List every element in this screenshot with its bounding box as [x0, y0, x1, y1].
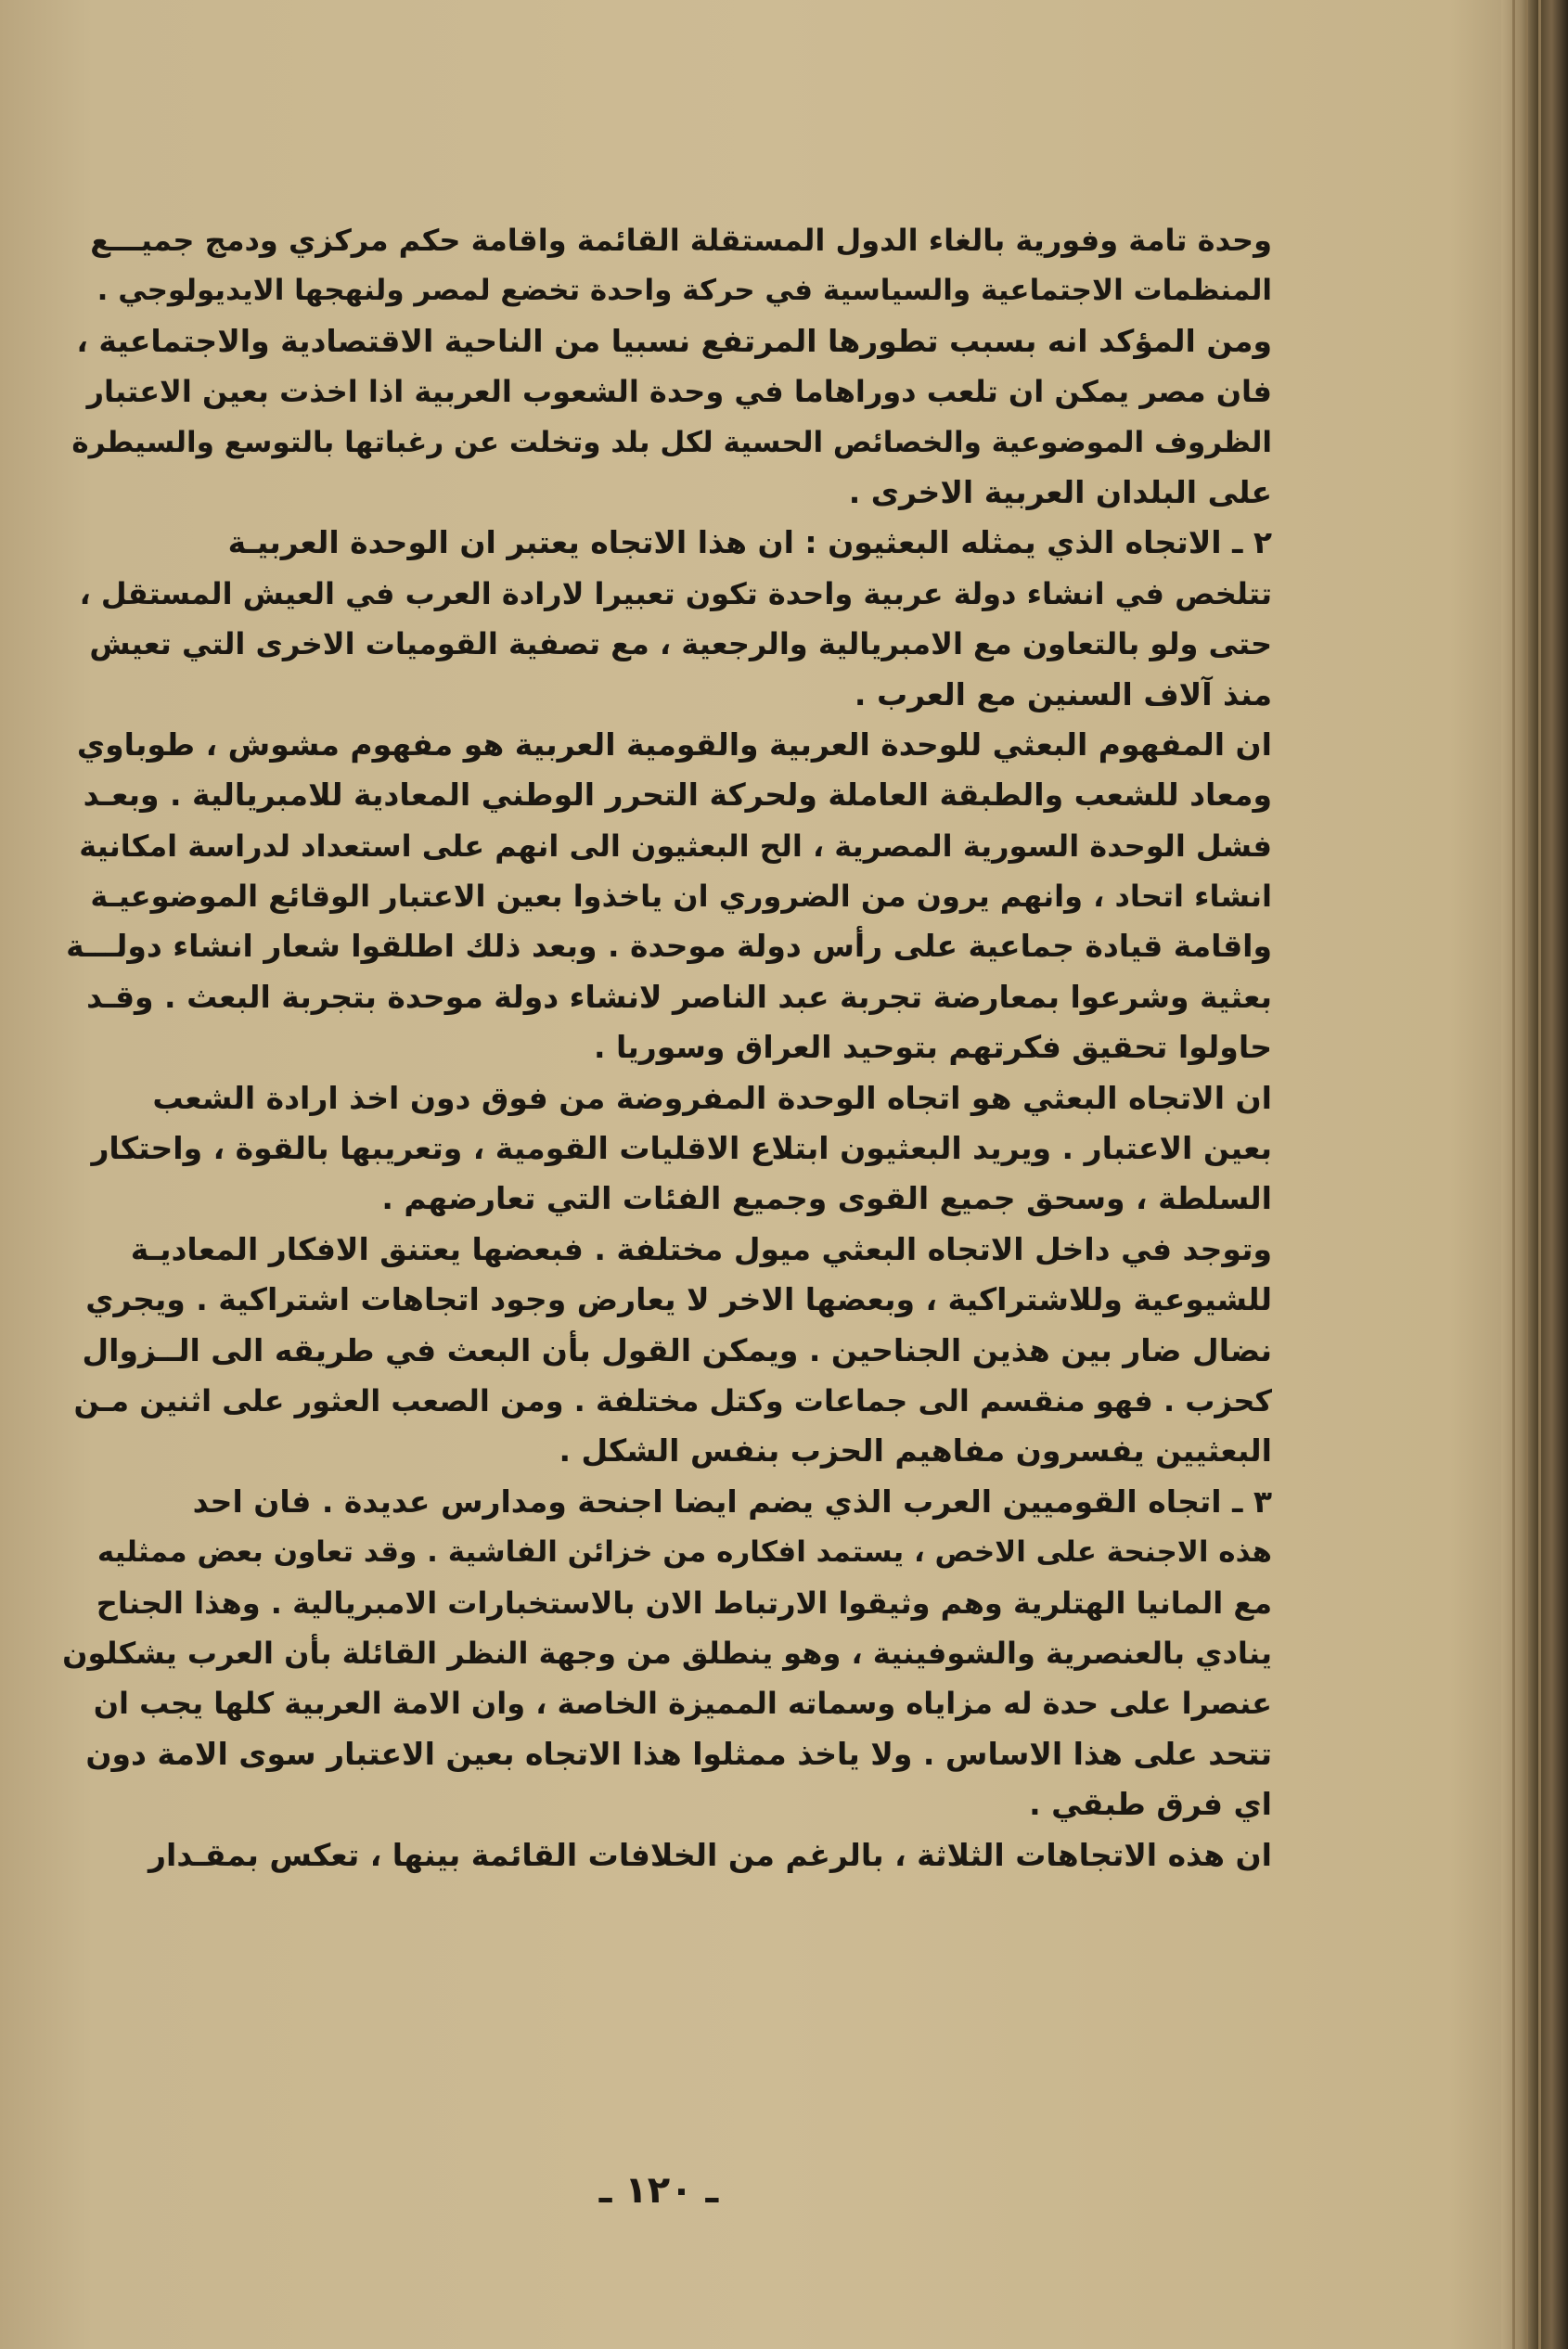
page-number: ـ ١٢٠ ـ: [598, 2169, 719, 2212]
text-line: بعين الاعتبار . ويريد البعثيون ابتلاع الاقليات القومية ، وتعريبها بالقوة ، واحتكار: [91, 1130, 1272, 1167]
text-line: هذه الاجنحة على الاخص ، يستمد افكاره من خزائن الفاشية . وقد تعاون بعض ممثليه: [96, 1535, 1272, 1570]
text-line: البعثيين يفسرون مفاهيم الحزب بنفس الشكل .: [559, 1432, 1272, 1470]
text-line: ان هذه الاتجاهات الثلاثة ، بالرغم من الخلافات القائمة بينها ، تعكس بمقـدار: [148, 1836, 1272, 1873]
text-line: نضال ضار بين هذين الجناحين . ويمكن القول بأن البعث في طريقه الى الــزوال: [82, 1331, 1272, 1368]
text-line: فشل الوحدة السورية المصرية ، الح البعثيون الى انهم على استعداد لدراسة امكانية: [79, 828, 1272, 864]
text-line: تتحد على هذا الاساس . ولا ياخذ ممثلوا هذا الاتجاه بعين الاعتبار سوى الامة دون: [85, 1735, 1272, 1772]
text-line: على البلدان العربية الاخرى .: [848, 473, 1272, 510]
book-spine-edge: [1501, 0, 1568, 2349]
text-line: ومعاد للشعب والطبقة العاملة ولحركة التحرر الوطني المعادية للامبريالية . وبعـد: [83, 777, 1272, 814]
text-line: المنظمات الاجتماعية والسياسية في حركة واحدة تخضع لمصر ولنهجها الايديولوجي .: [96, 274, 1272, 308]
text-line: فان مصر يمكن ان تلعب دوراهاما في وحدة الشعوب العربية اذا اخذت بعين الاعتبار: [86, 374, 1272, 410]
text-line: بعثية وشرعوا بمعارضة تجربة عبد الناصر لانشاء دولة موحدة بتجربة البعث . وقـد: [86, 978, 1272, 1015]
text-line: عنصرا على حدة له مزاياه وسماته المميزة الخاصة ، وان الامة العربية كلها يجب ان: [93, 1686, 1272, 1722]
text-line: انشاء اتحاد ، وانهم يرون من الضروري ان ياخذوا بعين الاعتبار الوقائع الموضوعيـة: [90, 879, 1272, 915]
text-line: الظروف الموضوعية والخصائص الحسية لكل بلد وتخلت عن رغباتها بالتوسع والسيطرة: [71, 425, 1272, 459]
text-line: ٢ ـ الاتجاه الذي يمثله البعثيون : ان هذا الاتجاه يعتبر ان الوحدة العربيـة: [227, 524, 1272, 561]
text-line: اي فرق طبقي .: [1029, 1786, 1272, 1823]
text-line: تتلخص في انشاء دولة عربية واحدة تكون تعبيرا لارادة العرب في العيش المستقل ،: [79, 575, 1272, 611]
text-line: منذ آلاف السنين مع العرب .: [854, 675, 1272, 712]
page-body-text: [61, 215, 1272, 1880]
text-line: للشيوعية وللاشتراكية ، وبعضها الاخر لا يعارض وجود اتجاهات اشتراكية . ويجري: [85, 1281, 1272, 1318]
text-line: ٣ ـ اتجاه القوميين العرب الذي يضم ايضا اجنحة ومدارس عديدة . فان احد: [192, 1483, 1272, 1520]
text-line: حتى ولو بالتعاون مع الامبريالية والرجعية ، مع تصفية القوميات الاخرى التي تعيش: [89, 626, 1272, 662]
text-line: وحدة تامة وفورية بالغاء الدول المستقلة القائمة واقامة حكم مركزي ودمج جميـــع: [90, 223, 1272, 258]
text-line: مع المانيا الهتلرية وهم وثيقوا الارتباط الان بالاستخبارات الامبريالية . وهذا الجناح: [96, 1585, 1272, 1621]
text-line: السلطة ، وسحق جميع القوى وجميع الفئات التي تعارضهم .: [381, 1180, 1272, 1217]
text-line: وتوجد في داخل الاتجاه البعثي ميول مختلفة . فبعضها يعتنق الافكار المعاديـة: [130, 1230, 1272, 1267]
text-line: واقامة قيادة جماعية على رأس دولة موحدة . وبعد ذلك اطلقوا شعار انشاء دولـــة: [66, 928, 1272, 965]
text-line: حاولوا تحقيق فكرتهم بتوحيد العراق وسوريا .: [593, 1029, 1272, 1066]
text-line: ينادي بالعنصرية والشوفينية ، وهو ينطلق من وجهة النظر القائلة بأن العرب يشكلون: [62, 1635, 1272, 1671]
text-line: ان المفهوم البعثي للوحدة العربية والقومية العربية هو مفهوم مشوش ، طوباوي: [76, 725, 1272, 763]
text-line: ومن المؤكد انه بسبب تطورها المرتفع نسبيا من الناحية الاقتصادية والاجتماعية ،: [76, 322, 1272, 359]
text-line: كحزب . فهو منقسم الى جماعات وكتل مختلفة . ومن الصعب العثور على اثنين مـن: [73, 1382, 1272, 1418]
text-line: ان الاتجاه البعثي هو اتجاه الوحدة المفروضة من فوق دون اخذ ارادة الشعب: [152, 1079, 1272, 1116]
